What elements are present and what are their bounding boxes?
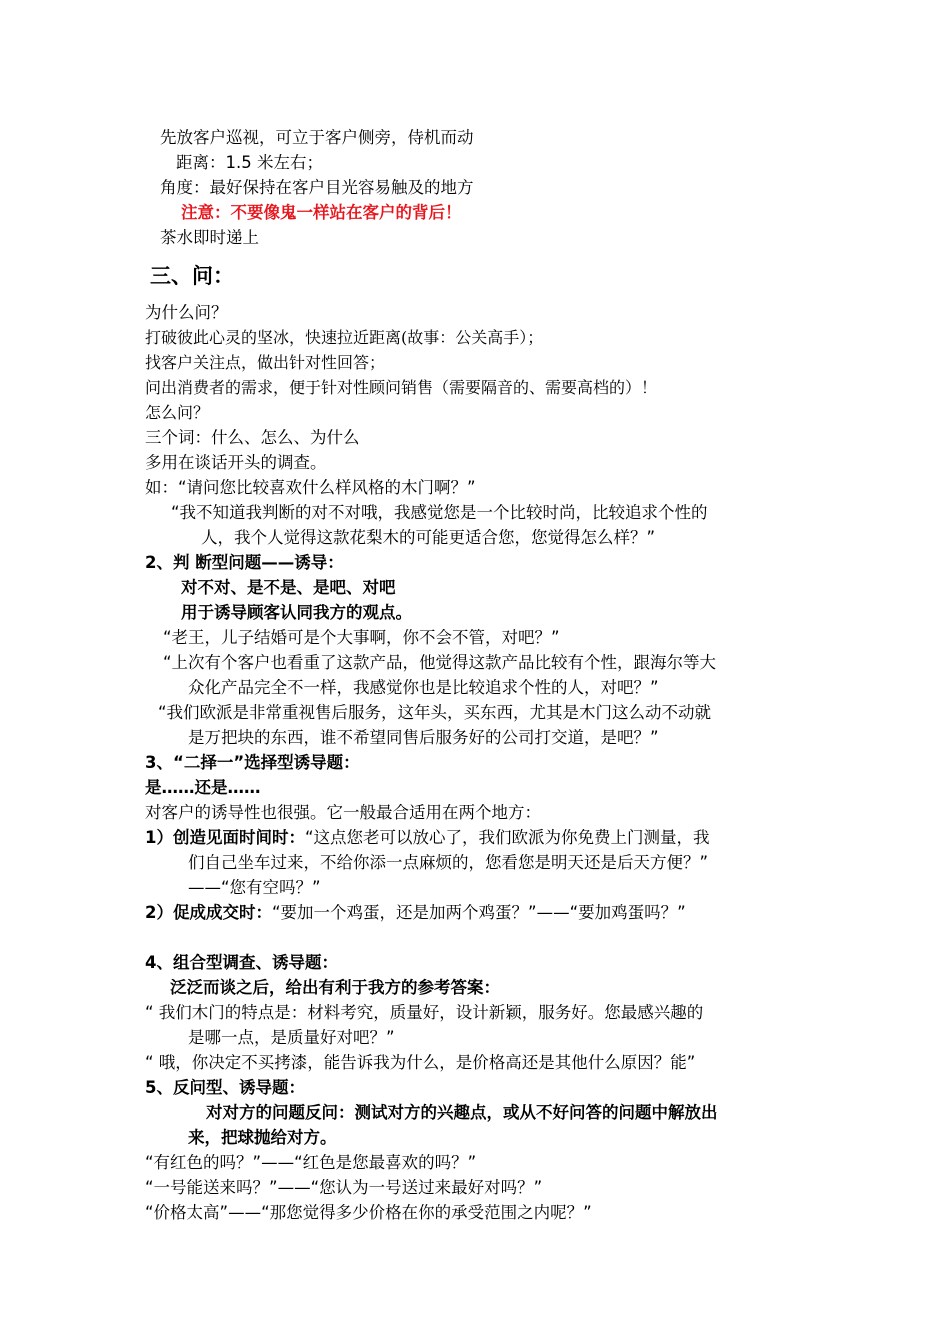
text-line: “价格太高”——“那您觉得多少价格在你的承受范围之内呢？”: [145, 1203, 592, 1222]
text-line: 人，我个人觉得这款花梨木的可能更适合您，您觉得怎么样？”: [201, 528, 656, 547]
text-line: “ 哦，你决定不买拷漆，能告诉我为什么，是价格高还是其他什么原因？能”: [145, 1053, 696, 1072]
text-line: 对对方的问题反问：测试对方的兴趣点，或从不好问答的问题中解放出: [206, 1103, 718, 1122]
text-line: 是……还是……: [145, 778, 261, 797]
text-line: “上次有个客户也看重了这款产品，他觉得这款产品比较有个性，跟海尔等大: [163, 653, 717, 672]
text-line: 对不对、是不是、是吧、对吧: [181, 578, 396, 597]
text-line: 找客户关注点，做出针对性回答；: [145, 353, 386, 372]
text-line: 泛泛而谈之后，给出有利于我方的参考答案：: [170, 978, 500, 997]
text-line: 如：“请问您比较喜欢什么样风格的木门啊？”: [145, 478, 476, 497]
text-line: 三个词：什么、怎么、为什么: [145, 428, 360, 447]
text-line: 茶水即时递上: [160, 228, 259, 247]
text-line: ——“您有空吗？”: [188, 878, 321, 897]
section-heading: 5、反问型、诱导题：: [145, 1078, 305, 1097]
text-line: 众化产品完全不一样，我感觉你也是比较追求个性的人，对吧？”: [188, 678, 659, 697]
text-line: 对客户的诱导性也很强。它一般最合适用在两个地方：: [145, 803, 541, 822]
text-line: 是万把块的东西，谁不希望同售后服务好的公司打交道，是吧？”: [188, 728, 659, 747]
item-text: “要加一个鸡蛋，还是加两个鸡蛋？”——“要加鸡蛋吗？”: [271, 903, 686, 922]
text-line: 为什么问？: [145, 303, 228, 322]
text-line: 打破彼此心灵的坚冰，快速拉近距离(故事：公关高手）；: [145, 328, 544, 347]
text-line: 们自己坐车过来，不给你添一点麻烦的，您看您是明天还是后天方便？”: [188, 853, 709, 872]
text-line: 距离：1.5 米左右；: [176, 153, 323, 172]
text-line: “我不知道我判断的对不对哦，我感觉您是一个比较时尚，比较追求个性的: [171, 503, 708, 522]
item-label: 1）创造见面时间时：: [145, 828, 305, 847]
warning-note: 注意：不要像鬼一样站在客户的背后！: [181, 203, 462, 222]
section-heading: 3、“二择一”选择型诱导题：: [145, 753, 360, 772]
list-item: [145, 827, 710, 849]
section-heading: 2、判 断型问题——诱导：: [145, 553, 344, 572]
text-line: 用于诱导顾客认同我方的观点。: [181, 603, 412, 622]
text-line: 来，把球抛给对方。: [188, 1128, 337, 1147]
text-line: “一号能送来吗？”——“您认为一号送过来最好对吗？”: [145, 1178, 543, 1197]
list-item: [145, 902, 686, 924]
text-line: 是哪一点，是质量好对吧？”: [188, 1028, 395, 1047]
text-line: 先放客户巡视，可立于客户侧旁，侍机而动: [160, 128, 474, 147]
item-text: “这点您老可以放心了，我们欧派为你免费上门测量，我: [304, 828, 710, 847]
text-line: 多用在谈话开头的调查。: [145, 453, 327, 472]
section-heading: 4、组合型调查、诱导题：: [145, 953, 338, 972]
text-line: 角度：最好保持在客户目光容易触及的地方: [160, 178, 474, 197]
text-line: “我们欧派是非常重视售后服务，这年头，买东西，尤其是木门这么动不动就: [158, 703, 712, 722]
text-line: 问出消费者的需求，便于针对性顾问销售（需要隔音的、需要高档的）！: [145, 378, 658, 397]
text-line: “ 我们木门的特点是：材料考究，质量好，设计新颖，服务好。您最感兴趣的: [145, 1003, 704, 1022]
text-line: “有红色的吗？”——“红色是您最喜欢的吗？”: [145, 1153, 477, 1172]
text-line: 怎么问？: [145, 403, 210, 422]
text-line: “老王，儿子结婚可是个大事啊，你不会不管，对吧？”: [163, 628, 560, 647]
section-heading: 三、问：: [150, 264, 234, 288]
item-label: 2）促成成交时：: [145, 903, 272, 922]
